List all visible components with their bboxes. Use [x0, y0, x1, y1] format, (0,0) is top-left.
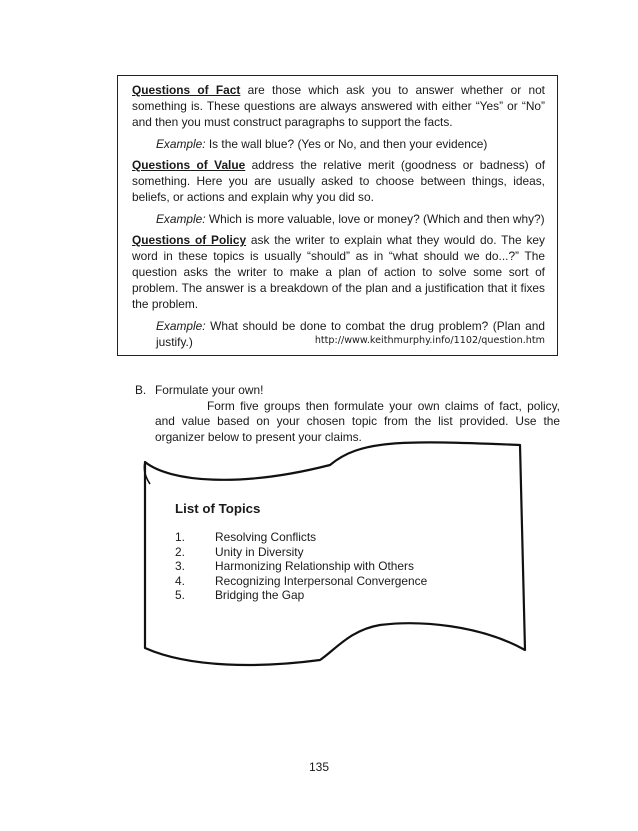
topic-number: 2. [175, 544, 185, 559]
value-text: address the relative merit (goodness or badness) of something. Here you are usually asked to choose between things, ideas, beliefs, or actions and explain why you did so. [132, 158, 545, 204]
section-b-title: Formulate your own! [155, 383, 264, 397]
policy-example-label: Example: [156, 319, 206, 333]
section-b-letter: B. [135, 383, 147, 397]
list-item [175, 545, 475, 560]
list-item [175, 530, 475, 545]
page-number: 135 [308, 760, 330, 774]
fact-term: Questions of Fact [132, 83, 241, 97]
topic-label: Harmonizing Relationship with Others [215, 559, 414, 573]
list-of-topics [175, 501, 475, 603]
list-item [175, 559, 475, 574]
value-example-label: Example: [156, 212, 206, 226]
value-term: Questions of Value [132, 158, 246, 172]
fact-example-text: Is the wall blue? (Yes or No, and then your evidence) [205, 137, 488, 151]
topic-number: 3. [175, 559, 185, 573]
policy-term: Questions of Policy [132, 233, 247, 247]
topics-title: List of Topics [175, 501, 261, 516]
topic-number: 4. [175, 573, 185, 588]
topic-number: 1. [175, 530, 185, 544]
value-example-text: Which is more valuable, love or money? (Which and then why?) [205, 212, 545, 226]
policy-example-text: What should be done to combat the drug problem? (Plan and justify.) [156, 319, 545, 349]
section-b-text: Form five groups then formulate your own claims of fact, policy, and value based on your chosen topic from the list provided. Use the organizer below to present your claims. [155, 398, 560, 444]
topic-number: 5. [175, 588, 185, 602]
topic-label: Recognizing Interpersonal Convergence [215, 573, 428, 588]
topic-label: Resolving Conflicts [215, 530, 317, 544]
fact-text: are those which ask you to answer whether or not something is. These questions are always answered with either “Yes” or “No” and then you must construct paragraphs to support the facts. [132, 83, 545, 129]
source-url: http://www.keithmurphy.info/1102/question.htm [314, 335, 545, 346]
list-item [175, 588, 475, 603]
topic-label: Unity in Diversity [215, 544, 304, 559]
list-item [175, 574, 475, 589]
fact-example-label: Example: [156, 137, 206, 151]
policy-text: ask the writer to explain what they would do. The key word in these topics is usually “should” as in “what should we do...?” The question asks the writer to make a plan of action to solve some sort of problem. The answer is a breakdown of the plan and a justification that it fixes the problem. [132, 233, 545, 311]
topic-label: Bridging the Gap [215, 588, 305, 602]
